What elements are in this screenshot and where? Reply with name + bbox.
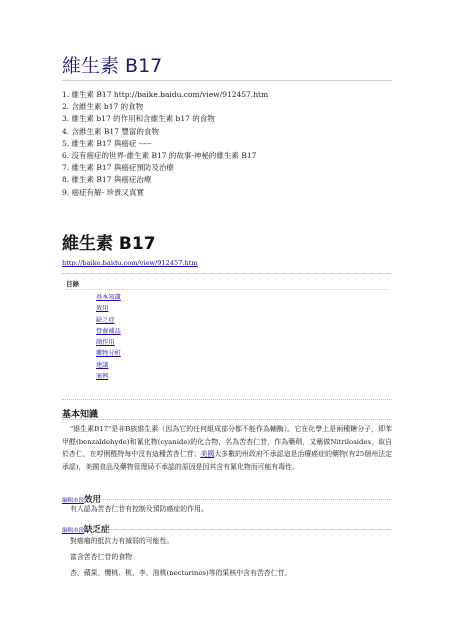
toc-item: 1. 維生素 B17 http://baike.baidu.com/view/912457.htm <box>62 90 269 99</box>
catalog-link[interactable]: 案例 <box>96 373 109 381</box>
catalog-link[interactable]: 副作用 <box>96 339 115 347</box>
section-heading-basic: 基本知識 <box>62 410 99 420</box>
deficiency-line: 富含苦杏仁苷的食物 <box>70 553 133 561</box>
toc-item: 8. 維生素 B17 與癌症治療 <box>62 175 152 185</box>
catalog-link[interactable]: 營養補品 <box>96 327 121 335</box>
catalog-link[interactable]: 建議 <box>96 361 109 369</box>
title-divider <box>62 80 392 81</box>
basic-paragraph <box>62 423 392 473</box>
edit-section-link[interactable]: 編輯本段 <box>62 528 85 534</box>
toc-item: 7. 維生素 B17 與癌症預防及治療 <box>62 163 174 173</box>
catalog-links <box>96 292 121 382</box>
edit-section-link[interactable]: 編輯本段 <box>62 498 85 504</box>
basic-text-cont: 大多數的州政府不承認這是治療癌症的藥物(有25個州法定承認)，美國食品及藥物管理局不承認的原因是因其含有氰化物而可能有毒性。 <box>62 450 393 471</box>
catalog-box <box>62 273 392 400</box>
source-url-link[interactable]: http://baike.baidu.com/view/912457.htm <box>62 259 198 267</box>
usa-link[interactable]: 美國 <box>200 450 215 459</box>
effect-heading: 效用 <box>84 495 102 505</box>
catalog-label: 目錄 <box>66 280 79 288</box>
section-divider <box>62 499 392 500</box>
catalog-link[interactable]: 缺乏症 <box>96 316 115 324</box>
section-heading-deficiency <box>62 517 110 536</box>
deficiency-line: 對癌瘤的抵抗力有減弱的可能性。 <box>70 537 174 545</box>
toc-item: 4. 含維生素 B17 豐富的食物 <box>62 126 159 136</box>
effect-text: 有人認為苦杏仁苷有控制及預防癌症的作用。 <box>70 505 208 513</box>
catalog-link[interactable]: 基本知識 <box>96 294 121 301</box>
document-title: 維生素 B17 <box>62 55 163 77</box>
article-title: 維生素 B17 <box>62 234 156 254</box>
section-divider <box>62 529 392 530</box>
toc-item: 2. 含維生素 b17 的食物 <box>62 102 144 112</box>
toc-item: 3. 維生素 b17 的作用和含維生素 b17 的食物 <box>62 114 215 124</box>
catalog-link[interactable]: 效用 <box>96 305 109 313</box>
catalog-divider <box>66 289 388 290</box>
deficiency-line: 杏、蘋果、櫻桃、桃、李、油桃(nectarines)等的果核中含有苦杏仁苷。 <box>70 569 292 577</box>
toc-list <box>62 89 402 199</box>
catalog-link[interactable]: 藥物分析 <box>96 350 121 358</box>
toc-item: 5. 維生素 B17 與癌症 ----- <box>62 138 152 148</box>
section-divider <box>62 419 392 420</box>
deficiency-heading: 缺乏症 <box>84 525 110 535</box>
toc-item: 9. 癌症有解- 珍貴又真實 <box>62 187 144 197</box>
toc-item: 6. 沒有癌症的世界-維生素 B17 的故事-神秘的維生素 B17 <box>62 151 257 161</box>
basic-text: "維生素B17"是非B族維生素（因為它的任何組成部分都不能作為輔酶）。它在化學上是兩種糖分子，即苯甲醛(benzaldehyde)和氰化物(cyanide)的化合物，名為苦杏仁苷，作為藥劑，又稱做Nitrilosides，取自於杏仁，在哼俐醛特每中沒有這種苦杏仁苷； <box>62 425 392 459</box>
